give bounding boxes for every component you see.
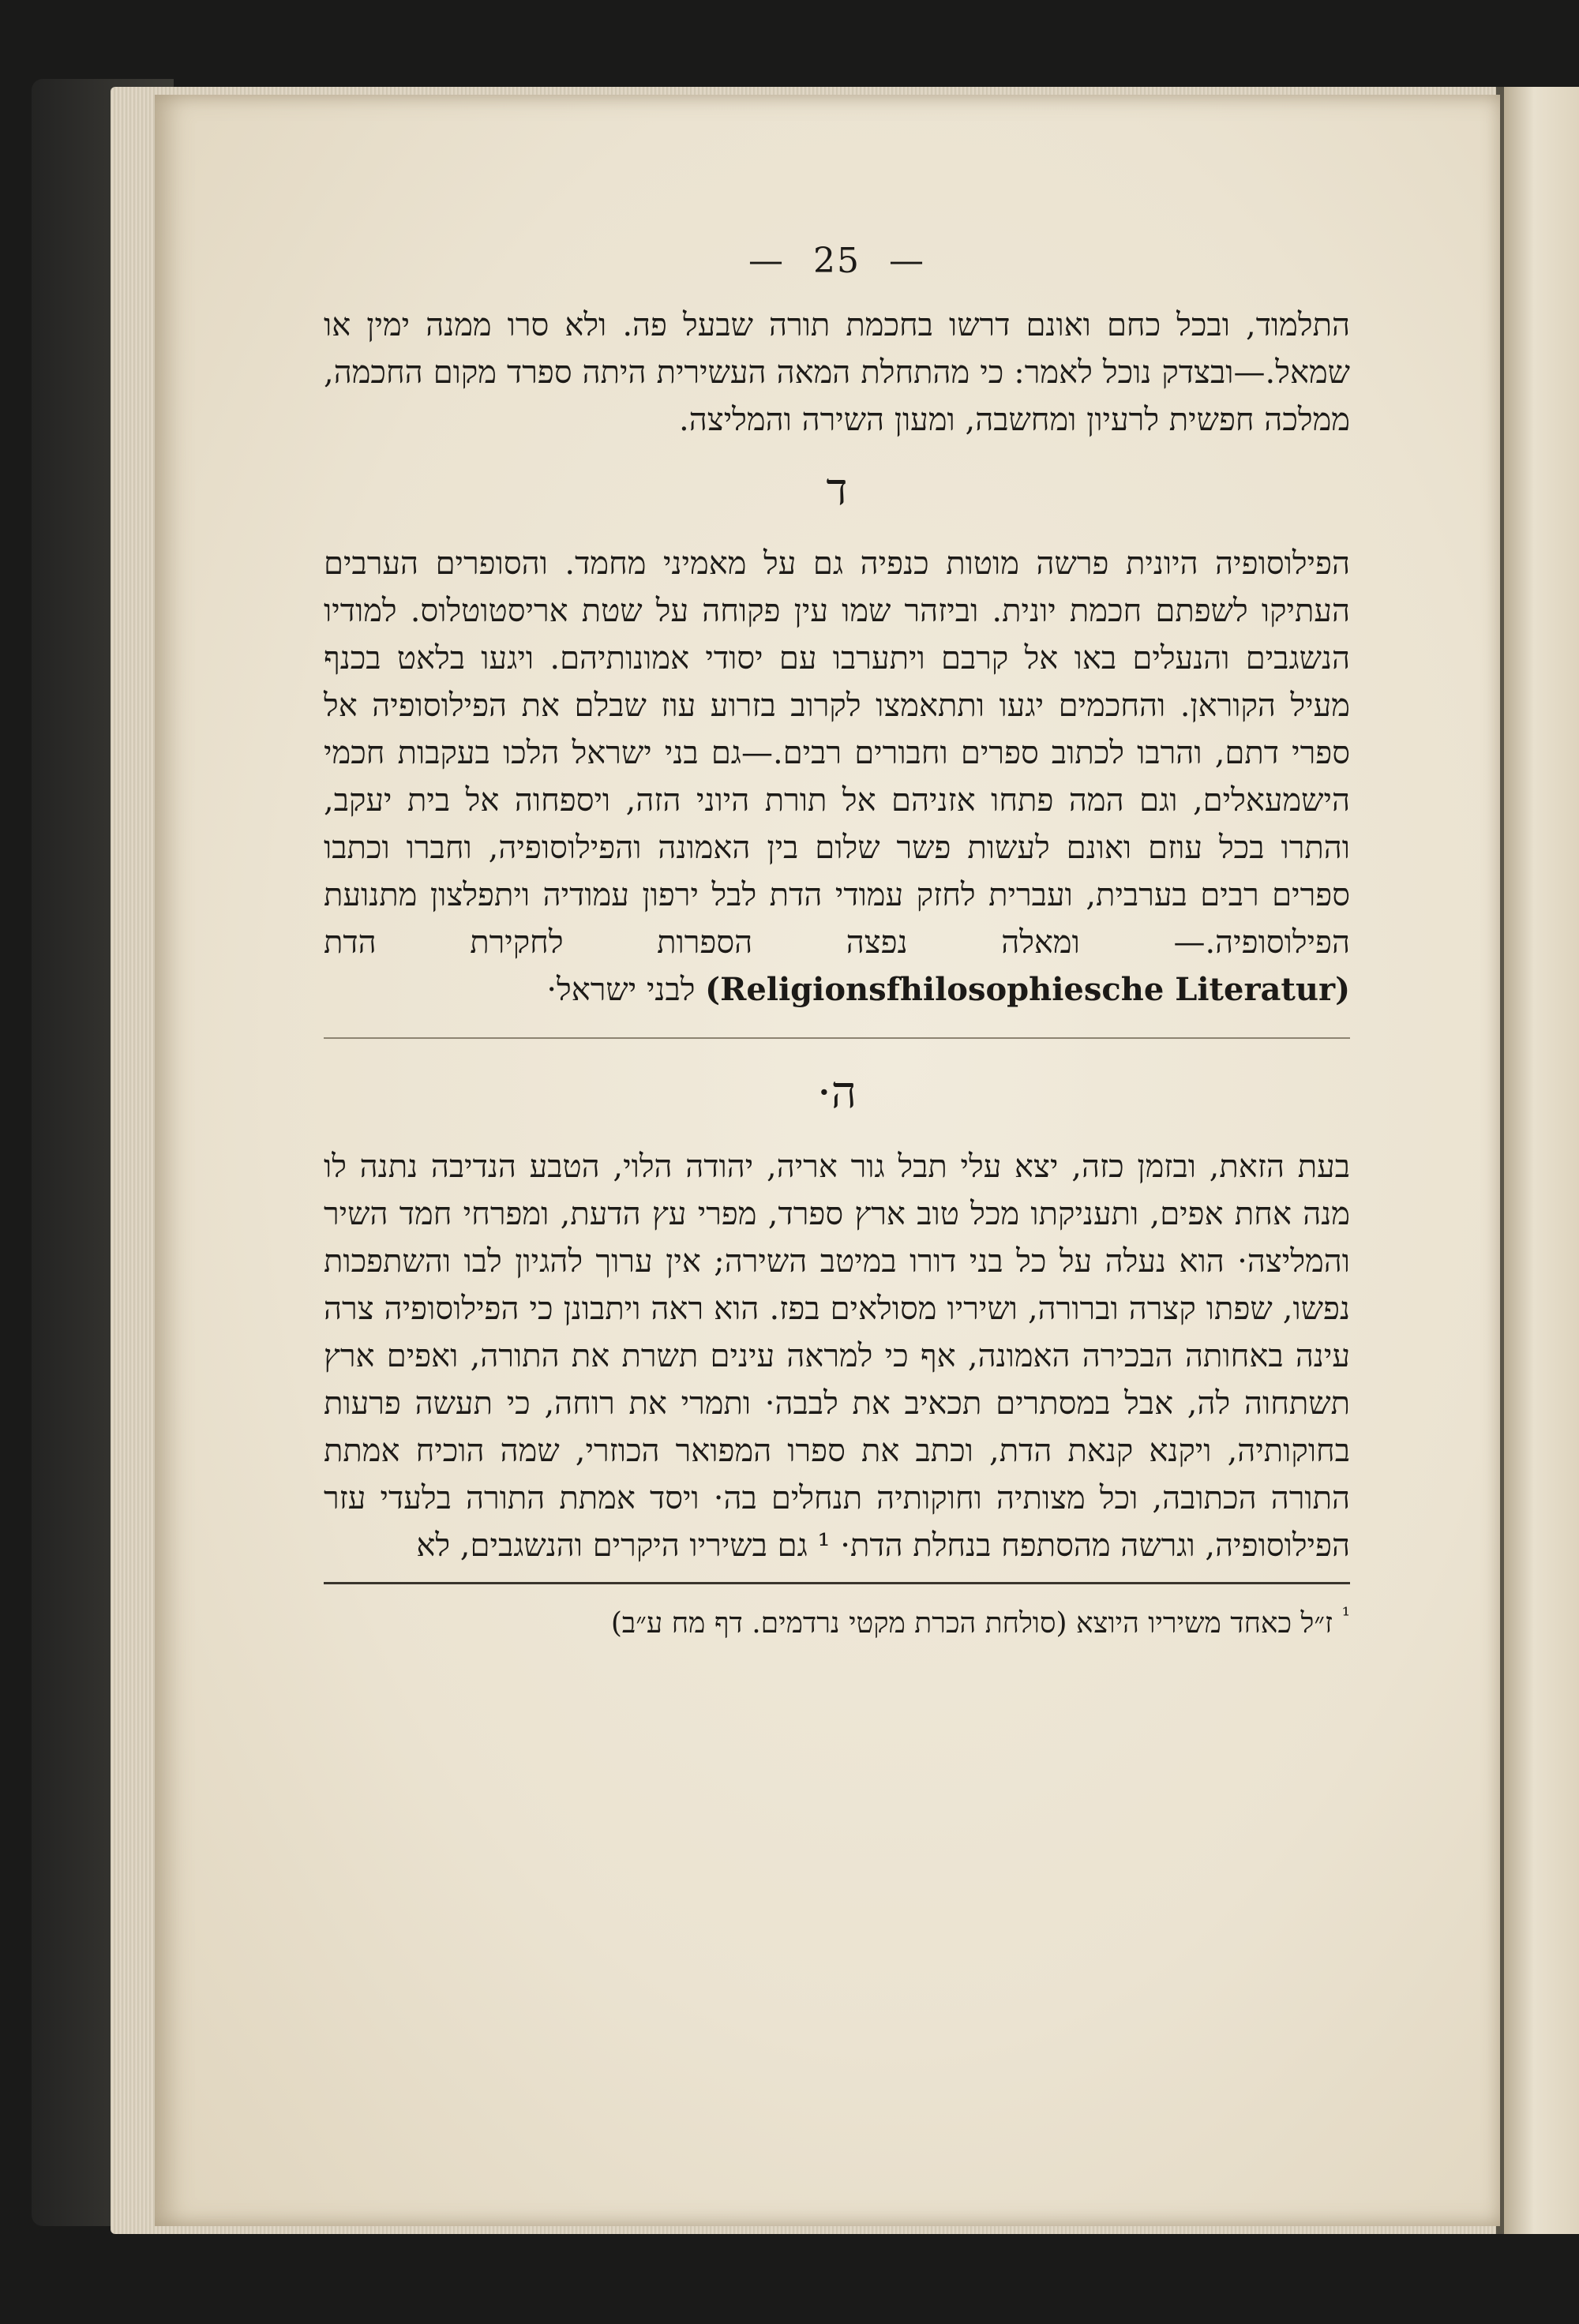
footnote-rule — [324, 1582, 1350, 1584]
section-heading-dalet: ד — [826, 464, 848, 515]
paragraph-philosophy — [324, 540, 1350, 1014]
section-divider — [324, 1037, 1350, 1039]
page-number-header — [324, 241, 1350, 281]
section-heading-he: ה· — [816, 1067, 857, 1119]
footnote-marker: ¹ — [1341, 1604, 1350, 1628]
page-number: 25 — [813, 241, 861, 281]
footnote — [324, 1595, 1350, 1644]
page-number-dash-left: — — [748, 241, 785, 281]
page-text-block — [324, 241, 1350, 1644]
page-number-dash-right: — — [889, 241, 925, 281]
latin-term: (Religionsfhilosophiesche Literatur) — [705, 971, 1350, 1008]
footnote-text: ז״ל כאחד משיריו היוצא (סולחת הכרת מקטי נרדמים. דף מח ע״ב) — [610, 1607, 1333, 1640]
facing-page-edge — [1504, 87, 1579, 2234]
paragraph-philosophy-end: לבני ישראל· — [546, 972, 696, 1008]
paragraph-philosophy-text: הפילוסופיה היונית פרשה מוטות כנפיה גם על מאמיני מחמד. והסופרים הערבים העתיקו לשפתם חכמת יונית. וביזהר שמו עין פקוחה על שטת אריסטוטלוס. למודיו הנשגבים והנעלים באו אל קרבם ויתערבו עם יסודי אמונותיהם. ויגעו בלאט בכנף מעיל הקוראן. והחכמים יגעו ותתאמצו לקרוב בזרוע עוז שבלם את הפילוסופיה אל ספרי דתם, והרבו לכתוב ספרים וחבורים רבים.—גם בני ישראל הלכו בעקבות חכמי הישמעאלים, וגם המה פתחו אזניהם אל תורת היוני הזה, ויספחוה אל בית יעקב, והתרו בכל עוזם ואונם לעשות פשר שלום בין האמונה והפילוסופיה, וחברו וכתבו ספרים רבים בערבית, ועברית לחזק עמודי הדת לבל ירפון עמודיה ויתפלצון מתנועת הפילוסופיה.— ומאלה נפצה הספרות לחקירת הדת — [324, 545, 1351, 961]
paragraph-talmud: התלמוד, ובכל כחם ואונם דרשו בחכמת תורה שבעל פה. ולא סרו ממנה ימין או שמאל.—ובצדק נוכל לאמר: כי מהתחלת המאה העשירית היתה ספרד מקום החכמה, ממלכה חפשית לרעיון ומחשבה, ומעון השירה והמליצה. — [324, 307, 1350, 438]
paragraph-yehuda-halevi: בעת הזאת, ובזמן כזה, יצא עלי תבל גור אריה, יהודה הלוי, הטבע הנדיבה נתנה לו מנה אחת אפים, ותעניקתו מכל טוב ארץ ספרד, מפרי עץ הדעת, ומפרחי חמד השיר והמליצה· הוא נעלה על כל בני דורו במיטב השירה; אין ערוך להגיון לבו והשתפכות נפשו, שפתו קצרה וברורה, ושיריו מסולאים בפז. הוא ראה ויתבונן כי הפילוסופיה צרה עינה באחותה הבכירה האמונה, אף כי למראה עינים תשרת את התורה, ואפים ארץ תשתחוה לה, אבל במסתרים תכאיב את לבבה· ותמרי את רוחה, כי תעשה פרעות בחוקותיה, ויקנא קנאת הדת, וכתב את ספרו המפואר הכוזרי, שמה הוכיח אמתת התורה הכתובה, וכל מצותיה וחוקותיה תנחלים בה· ויסד אמתת התורה בלעדי עזר הפילוסופיה, וגרשה מהסתפח בנחלת הדת· ¹ גם בשיריו היקרים והנשגבים, לא — [324, 1149, 1350, 1564]
